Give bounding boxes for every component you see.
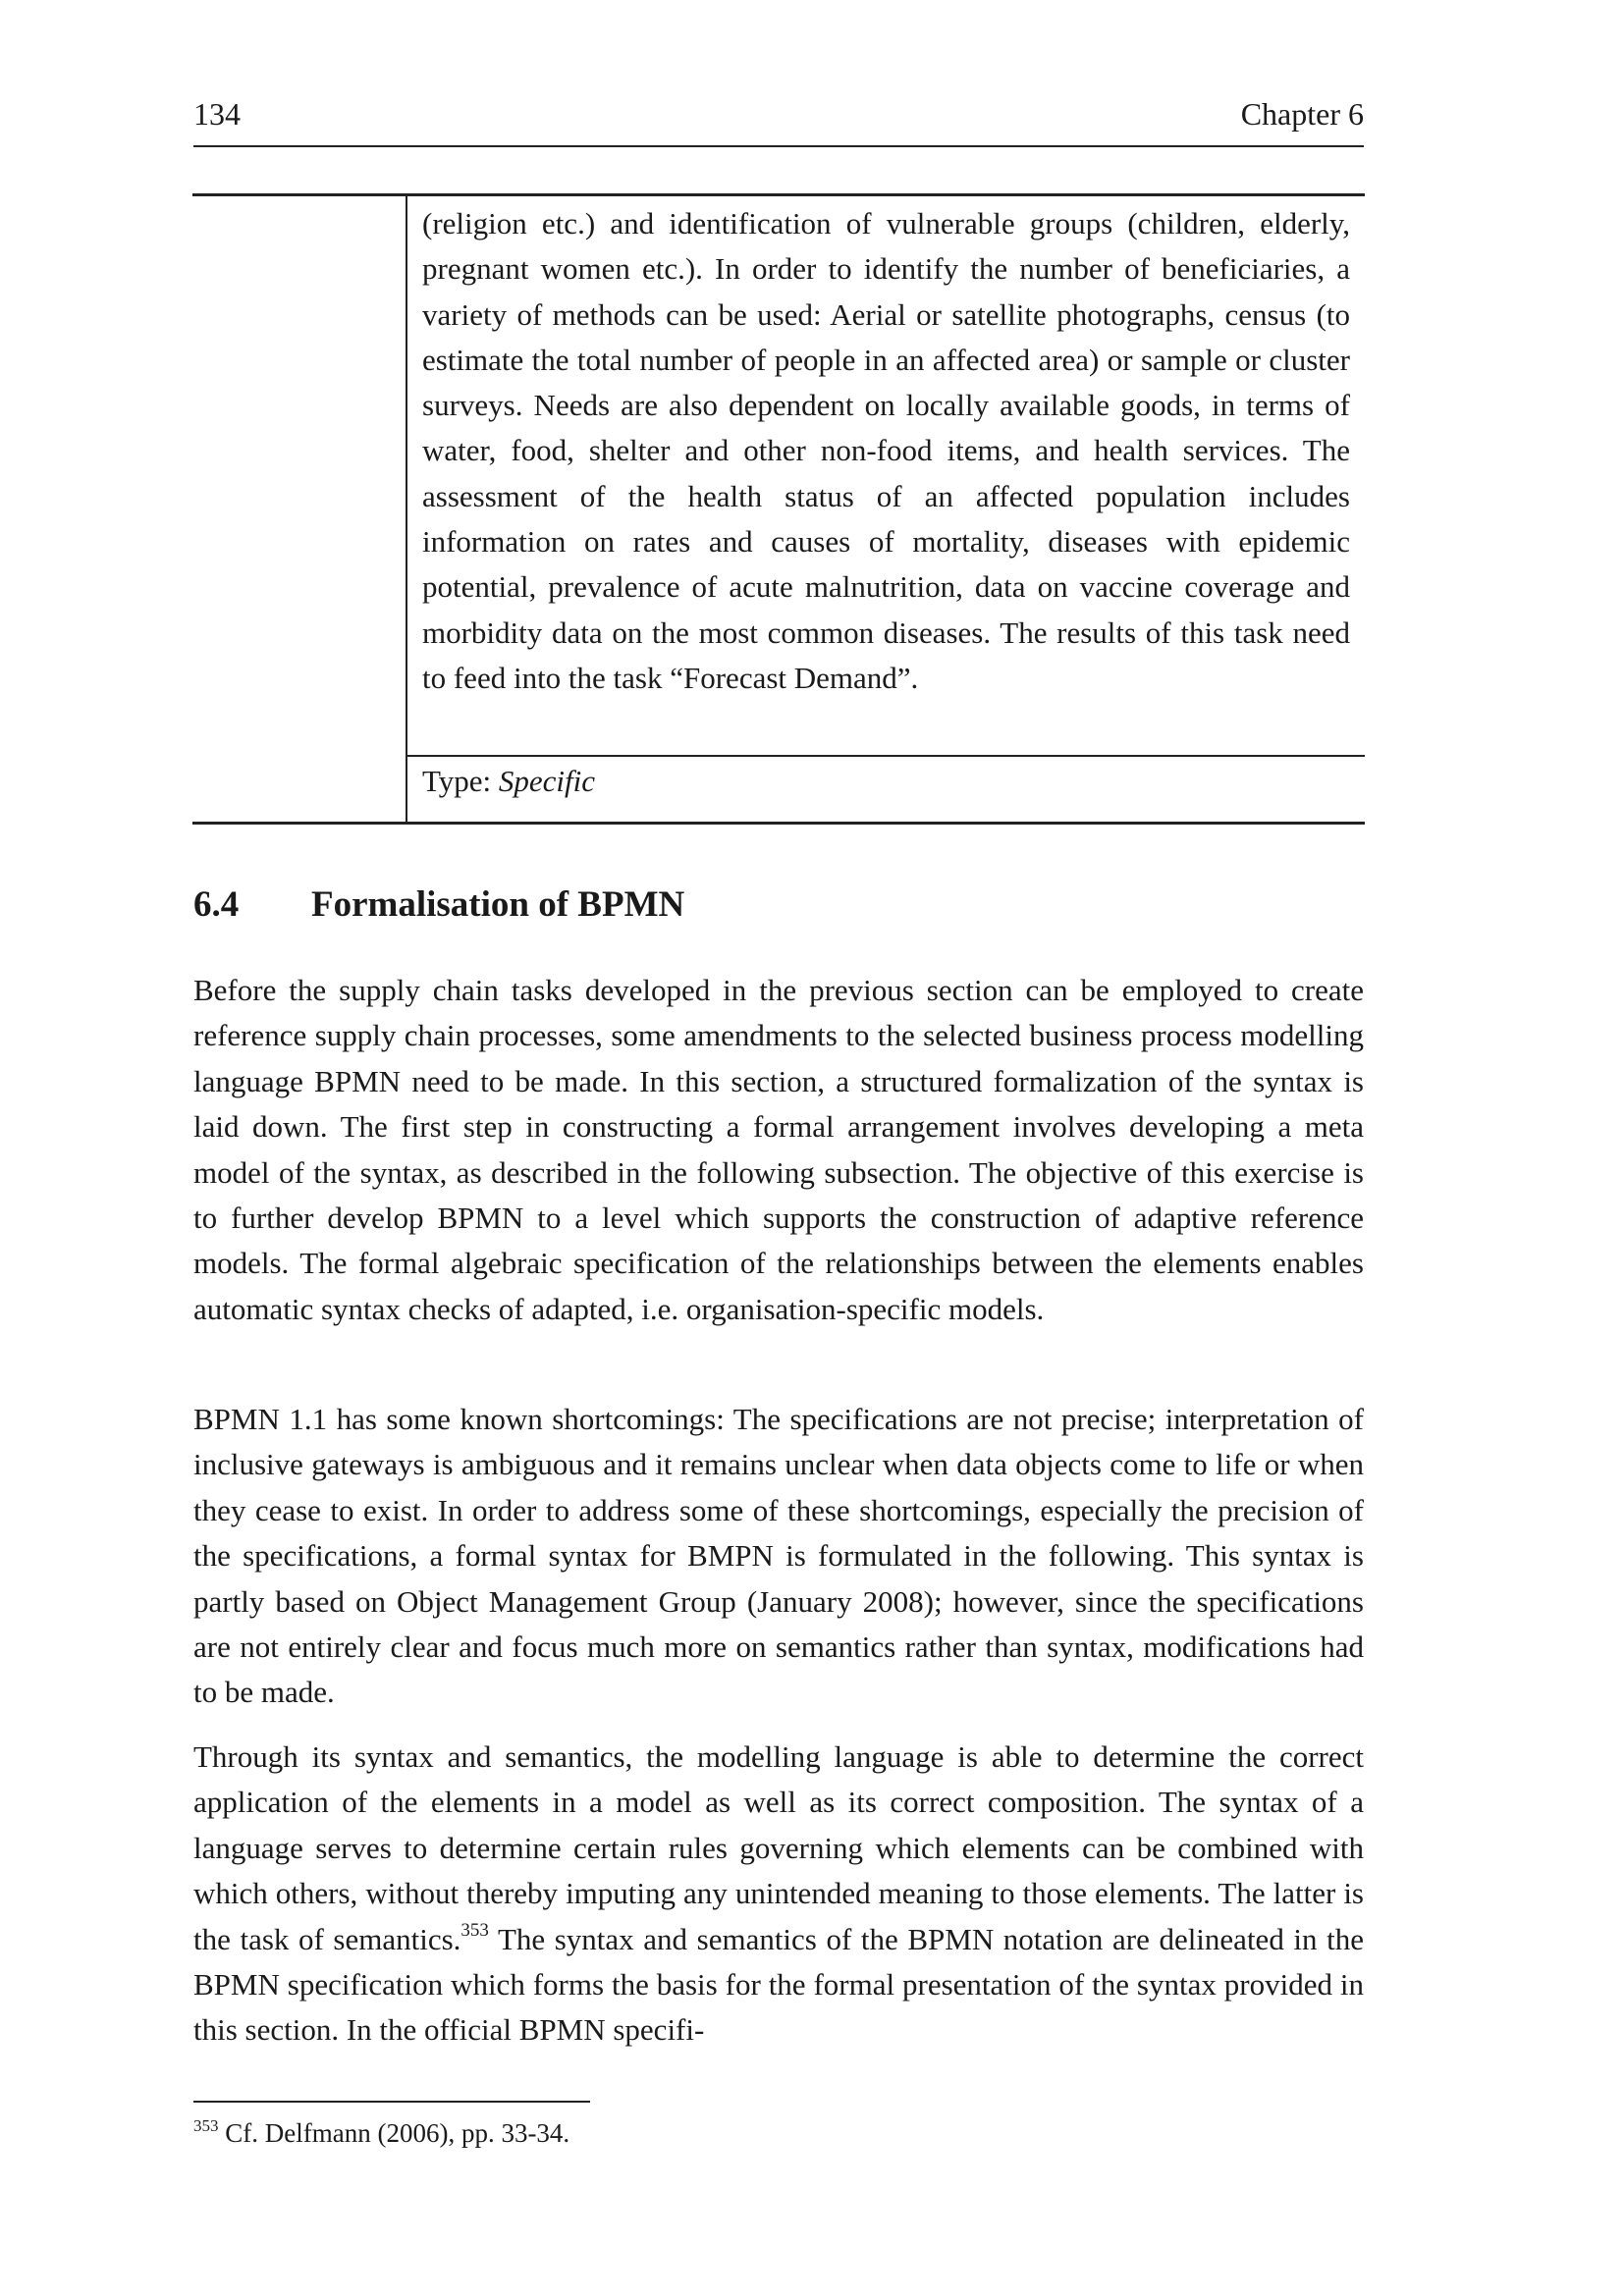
body-paragraph: Before the supply chain tasks developed in the previous section can be employed to create reference supply chain processes, some amendments to the selected business process modelling language BPMN need to be made. In this section, a structured formalization of the syntax is laid down. The first step in constructing a formal arrangement involves developing a meta model of the syntax, as described in the following subsection. The objective of this exercise is to further develop BPMN to a level which supports the construction of adaptive reference models. The formal algebraic specification of the relationships between the elements enables automatic syntax checks of adapted, i.e. organisation-specific models. <box>193 973 1364 1326</box>
footnote <box>193 2118 569 2149</box>
type-label: Type: <box>422 764 492 798</box>
footnote-divider <box>193 2101 590 2103</box>
body-paragraph <box>193 1735 1364 2054</box>
section-number: 6.4 <box>193 884 240 925</box>
page-header <box>193 94 1364 147</box>
body-paragraph: BPMN 1.1 has some known shortcomings: The specifications are not precise; interpretation of inclusive gateways is ambiguous and it remains unclear when data objects come to life or when they cease to exist. In order to address some of these shortcomings, especially the precision of the specifications, a formal syntax for BMPN is formulated in the following. This syntax is partly based on Object Management Group (January 2008); however, since the specifications are not entirely clear and focus much more on semantics rather than syntax, modifications had to be made. <box>193 1402 1364 1710</box>
footnote-number: 353 <box>193 2116 219 2135</box>
task-table <box>192 193 1365 825</box>
section-title: Formalisation of BPMN <box>311 884 685 925</box>
table-label-cell <box>192 196 407 822</box>
footnote-reference[interactable]: 353 <box>460 1919 489 1941</box>
section-heading <box>193 883 684 926</box>
chapter-label: Chapter 6 <box>1240 96 1364 132</box>
paragraph-text: The syntax and semantics of the BPMN notation are delineated in the BPMN specification which forms the basis for the formal presentation of the syntax provided in this section. In the official BPMN specifi- <box>193 1921 1364 2048</box>
table-description: (religion etc.) and identification of vulnerable groups (children, elderly, pregnant women etc.). In order to identify the number of beneficiaries, a variety of methods can be used: Aerial or satellite photographs, census (to estimate the total number of people in an affected area) or sample or cluster surveys. Needs are also dependent on locally available goods, in terms of water, food, shelter and other non-food items, and health services. The assessment of the health status of an affected population includes information on rates and causes of mortality, diseases with epidemic potential, prevalence of acute malnutrition, data on vaccine coverage and morbidity data on the most common diseases. The results of this task need to feed into the task “Forecast Demand”. <box>422 206 1350 695</box>
type-value: Specific <box>498 764 596 798</box>
table-type-row <box>422 764 595 799</box>
paragraph-text: Through its syntax and semantics, the modelling language is able to determine the correct application of the elements in a model as well as its correct composition. The syntax of a language serves to determine certain rules governing which elements can be combined with which others, without thereby imputing any unintended meaning to those elements. The latter is the task of semantics. <box>193 1739 1364 1956</box>
page-number: 134 <box>193 96 241 132</box>
table-row-divider <box>406 755 1365 757</box>
footnote-text: Cf. Delfmann (2006), pp. 33-34. <box>218 2118 570 2148</box>
